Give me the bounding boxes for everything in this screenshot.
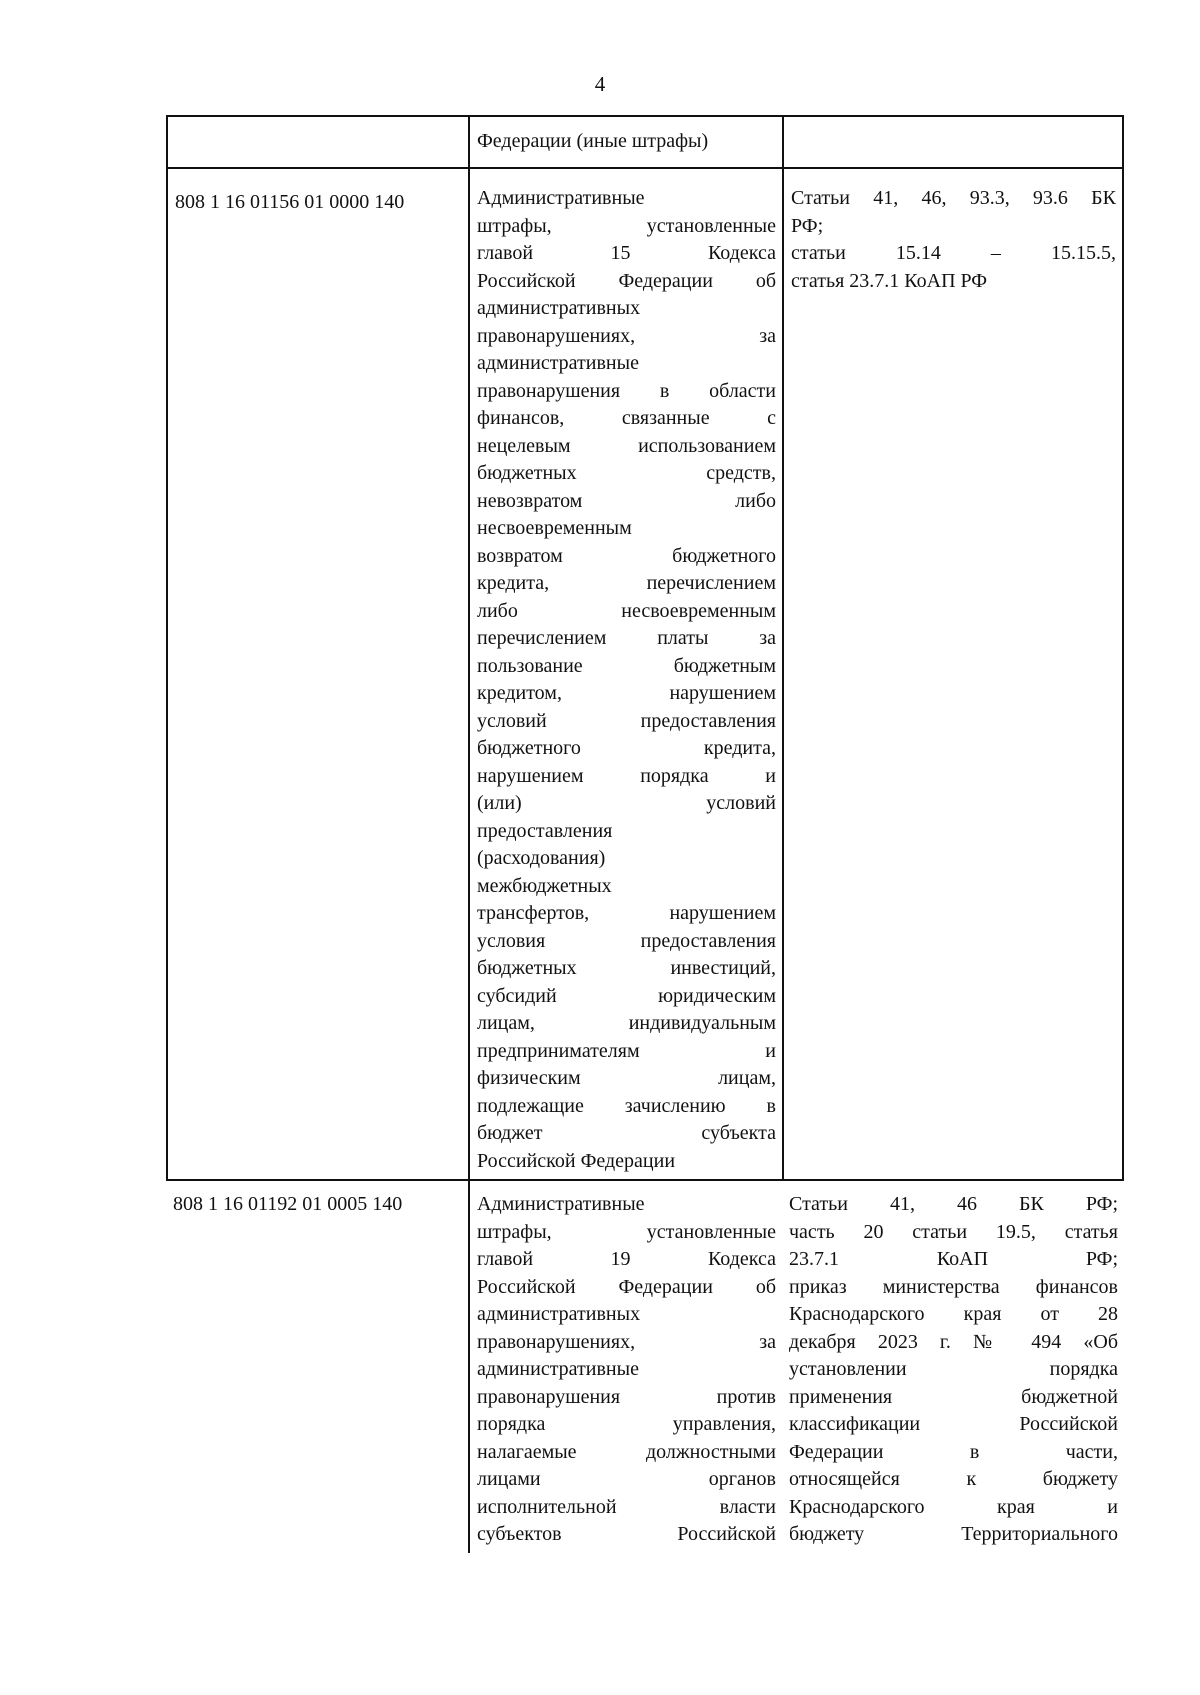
text-line: условия предоставления bbox=[477, 929, 776, 952]
text-line: применения бюджетной bbox=[789, 1385, 1118, 1408]
text-line: нецелевым использованием bbox=[477, 434, 776, 457]
text-line: субъектов Российской bbox=[477, 1523, 776, 1545]
basis-cell bbox=[782, 169, 1124, 1179]
text-line: нарушением порядка и bbox=[477, 764, 776, 787]
text-line: Краснодарского края и bbox=[789, 1495, 1118, 1518]
text-line: исполнительной власти bbox=[477, 1495, 776, 1518]
text-line: предоставления bbox=[477, 819, 613, 842]
text-line: межбюджетных bbox=[477, 874, 612, 897]
text-line: РФ; bbox=[791, 214, 824, 237]
text-line: правонарушения против bbox=[477, 1385, 776, 1408]
text-line: бюджетных средств, bbox=[477, 462, 776, 484]
text-line: главой 15 Кодекса bbox=[477, 242, 776, 264]
basis-cell bbox=[782, 1181, 1124, 1553]
text-line: физическим лицам, bbox=[477, 1067, 776, 1089]
text-line: либо несвоевременным bbox=[477, 599, 776, 622]
text-line: часть 20 статьи 19.5, статья bbox=[789, 1220, 1118, 1243]
text-line: (или) условий bbox=[477, 792, 776, 814]
text-line: предпринимателям и bbox=[477, 1039, 776, 1062]
text-line: Краснодарского края от 28 bbox=[789, 1303, 1118, 1325]
code-cell bbox=[166, 117, 468, 167]
table-row bbox=[166, 1181, 1124, 1553]
text-line: правонарушения в области bbox=[477, 379, 776, 402]
text-line: налагаемые должностными bbox=[477, 1440, 776, 1463]
text-line: классификации Российской bbox=[789, 1413, 1118, 1435]
text-line: подлежащие зачислению в bbox=[477, 1094, 776, 1117]
text-line: субсидий юридическим bbox=[477, 984, 776, 1007]
text-line: правонарушениях, за bbox=[477, 1330, 776, 1353]
text-line: Федерации в части, bbox=[789, 1440, 1118, 1463]
text-line: бюджету Территориального bbox=[789, 1523, 1118, 1545]
text-line: административные bbox=[477, 352, 639, 374]
text-line: административных bbox=[477, 297, 641, 319]
basis-cell bbox=[782, 117, 1124, 167]
text-line: бюджетного кредита, bbox=[477, 737, 776, 759]
page-number: 4 bbox=[594, 72, 606, 96]
code-cell: 808 1 16 01192 01 0005 140 bbox=[173, 1193, 403, 1215]
text-line: административных bbox=[477, 1303, 641, 1325]
text-line: штрафы, установленные bbox=[477, 1220, 776, 1243]
text-line: Административные bbox=[477, 187, 645, 209]
text-line: статья 23.7.1 КоАП РФ bbox=[791, 269, 988, 292]
name-cell bbox=[468, 1181, 782, 1553]
text-line: (расходования) bbox=[477, 847, 606, 869]
text-line: лицами органов bbox=[477, 1468, 776, 1490]
text-line: Статьи 41, 46, 93.3, 93.6 БК bbox=[791, 187, 1116, 209]
text-line: кредита, перечислением bbox=[477, 572, 776, 594]
text-line: трансфертов, нарушением bbox=[477, 902, 776, 924]
text-line: несвоевременным bbox=[477, 517, 632, 539]
text-line: установлении порядка bbox=[789, 1358, 1118, 1380]
text-line: порядка управления, bbox=[477, 1413, 776, 1435]
text-line: кредитом, нарушением bbox=[477, 682, 776, 704]
text-line: относящейся к бюджету bbox=[789, 1468, 1118, 1490]
text-line: 23.7.1 КоАП РФ; bbox=[789, 1248, 1118, 1270]
text-line: лицам, индивидуальным bbox=[477, 1012, 776, 1034]
name-cell: Федерации (иные штрафы) bbox=[468, 117, 782, 167]
text-line: Российской Федерации bbox=[477, 1149, 676, 1172]
text-line: декабря 2023 г. № 494 «Об bbox=[789, 1330, 1118, 1353]
text-line: бюджет субъекта bbox=[477, 1122, 776, 1144]
table-row-continuation bbox=[166, 115, 1124, 169]
text-line: приказ министерства финансов bbox=[789, 1275, 1118, 1298]
text-line: административные bbox=[477, 1358, 639, 1380]
budget-classification-table bbox=[166, 115, 1124, 1553]
text-line: Российской Федерации об bbox=[477, 1275, 776, 1298]
code-cell: 808 1 16 01156 01 0000 140 bbox=[166, 169, 468, 1179]
text-line: статьи 15.14 – 15.15.5, bbox=[791, 242, 1116, 264]
text-line: Статьи 41, 46 БК РФ; bbox=[789, 1193, 1118, 1215]
text-line: главой 19 Кодекса bbox=[477, 1248, 776, 1270]
text-line: финансов, связанные с bbox=[477, 407, 776, 429]
text-line: правонарушениях, за bbox=[477, 324, 776, 347]
name-cell bbox=[468, 169, 782, 1179]
text-line: пользование бюджетным bbox=[477, 654, 776, 677]
table-row bbox=[166, 169, 1124, 1181]
text-line: условий предоставления bbox=[477, 709, 776, 732]
text-line: Российской Федерации об bbox=[477, 269, 776, 292]
text-line: Административные bbox=[477, 1193, 645, 1215]
text-line: бюджетных инвестиций, bbox=[477, 957, 776, 979]
text-line: невозвратом либо bbox=[477, 489, 776, 512]
text-line: возвратом бюджетного bbox=[477, 544, 776, 567]
text-line: перечислением платы за bbox=[477, 627, 776, 649]
text-line: штрафы, установленные bbox=[477, 214, 776, 237]
